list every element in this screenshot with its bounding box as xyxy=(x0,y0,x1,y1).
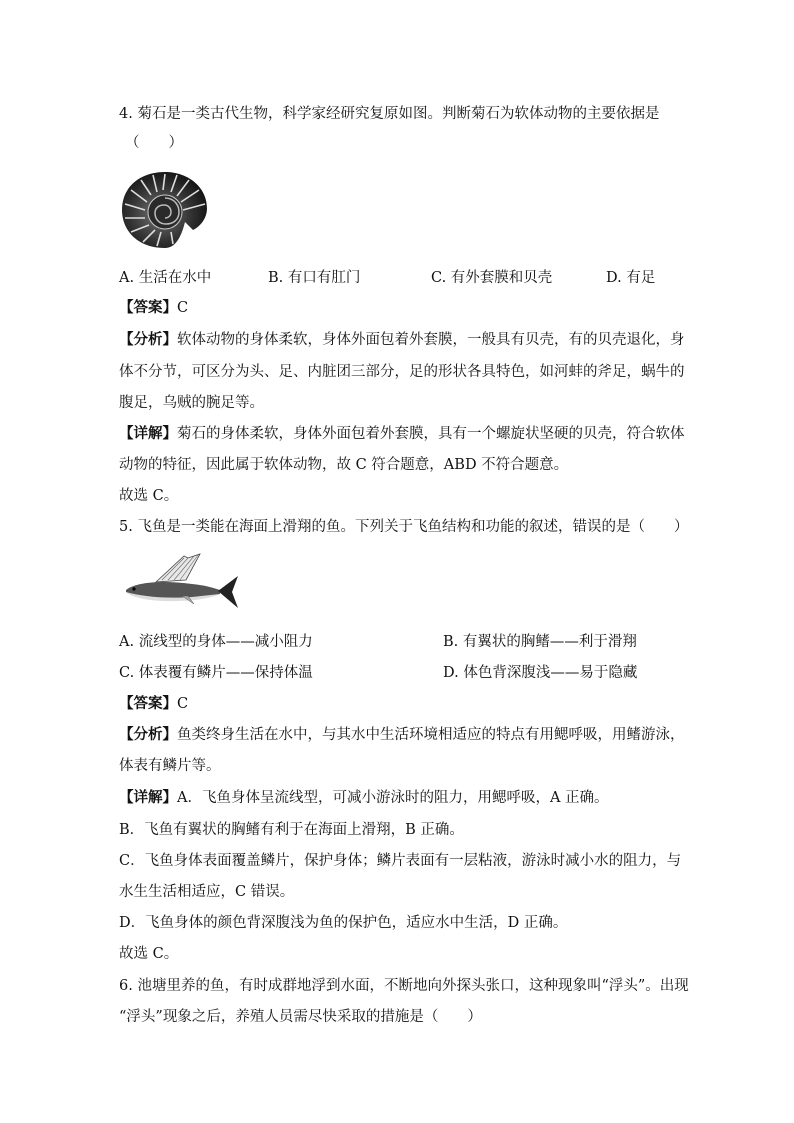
answer-value: C xyxy=(177,696,189,712)
q4-conclusion: 故选 C。 xyxy=(119,488,179,504)
analysis-tag: 【分析】 xyxy=(119,331,177,348)
q4-detail-line1 xyxy=(119,424,685,444)
q5-detail-line5: D．飞鱼身体的颜色背深腹浅为鱼的保护色，适应水中生活，D 正确。 xyxy=(119,915,568,931)
q6-stem-line1: 6. 池塘里养的鱼，有时成群地浮到水面，不断地向外探头张口，这种现象叫“浮头”。出现 xyxy=(119,978,689,994)
analysis-text: 软体动物的身体柔软，身体外面包着外套膜，一般具有贝壳，有的贝壳退化，身 xyxy=(177,332,685,348)
flying-fish-figure xyxy=(122,552,240,612)
q4-analysis-line2: 体不分节，可区分为头、足、内脏团三部分，足的形状各具特色，如河蚌的斧足，蜗牛的 xyxy=(119,364,685,380)
q5-analysis-line2: 体表有鳞片等。 xyxy=(119,758,221,774)
q5-detail-line4: 水生生活相适应，C 错误。 xyxy=(119,884,295,900)
ammonite-figure xyxy=(119,168,211,252)
detail-text: A．飞鱼身体呈流线型，可减小游泳时的阻力，用鳃呼吸，A 正确。 xyxy=(177,790,609,806)
q5-stem: 5. 飞鱼是一类能在海面上滑翔的鱼。下列关于飞鱼结构和功能的叙述，错误的是（ ） xyxy=(119,519,689,535)
q4-stem-line1: 4. 菊石是一类古代生物，科学家经研究复原如图。判断菊石为软体动物的主要依据是 xyxy=(119,106,660,122)
q5-option-c: C. 体表覆有鳞片——保持体温 xyxy=(119,665,313,681)
q4-option-d: D. 有足 xyxy=(606,270,656,286)
q4-option-c: C. 有外套膜和贝壳 xyxy=(431,270,553,286)
q4-detail-line2: 动物的特征，因此属于软体动物，故 C 符合题意，ABD 不符合题意。 xyxy=(119,457,569,473)
q6-stem-line2: “浮头”现象之后，养殖人员需尽快采取的措施是（ ） xyxy=(119,1009,482,1025)
detail-text: 菊石的身体柔软，身体外面包着外套膜，具有一个螺旋状坚硬的贝壳，符合软体 xyxy=(177,426,685,442)
answer-tag: 【答案】 xyxy=(119,299,177,316)
analysis-tag: 【分析】 xyxy=(119,726,177,743)
answer-value: C xyxy=(177,300,189,316)
analysis-text: 鱼类终身生活在水中，与其水中生活环境相适应的特点有用鳃呼吸，用鳍游泳， xyxy=(177,727,685,743)
detail-tag: 【详解】 xyxy=(119,425,177,442)
q5-answer xyxy=(119,694,188,714)
q4-option-a: A. 生活在水中 xyxy=(119,270,212,286)
q5-option-b: B. 有翼状的胸鳍——利于滑翔 xyxy=(443,634,637,650)
q5-detail-line2: B．飞鱼有翼状的胸鳍有利于在海面上滑翔，B 正确。 xyxy=(119,822,464,838)
q4-analysis-line1 xyxy=(119,330,685,350)
answer-tag: 【答案】 xyxy=(119,695,177,712)
q5-detail-line3: C．飞鱼身体表面覆盖鳞片，保护身体；鳞片表面有一层粘液，游泳时减小水的阻力，与 xyxy=(119,853,682,869)
q5-conclusion: 故选 C。 xyxy=(119,946,179,962)
q4-analysis-line3: 腹足，乌贼的腕足等。 xyxy=(119,395,264,411)
q4-stem-line2: （ ） xyxy=(125,135,183,151)
q4-answer xyxy=(119,298,188,318)
q5-analysis-line1 xyxy=(119,725,685,745)
detail-tag: 【详解】 xyxy=(119,789,177,806)
q4-option-b: B. 有口有肛门 xyxy=(268,270,361,286)
q5-option-a: A. 流线型的身体——减小阻力 xyxy=(119,634,313,650)
q5-option-d: D. 体色背深腹浅——易于隐藏 xyxy=(443,665,638,681)
q5-detail-line1 xyxy=(119,788,609,808)
